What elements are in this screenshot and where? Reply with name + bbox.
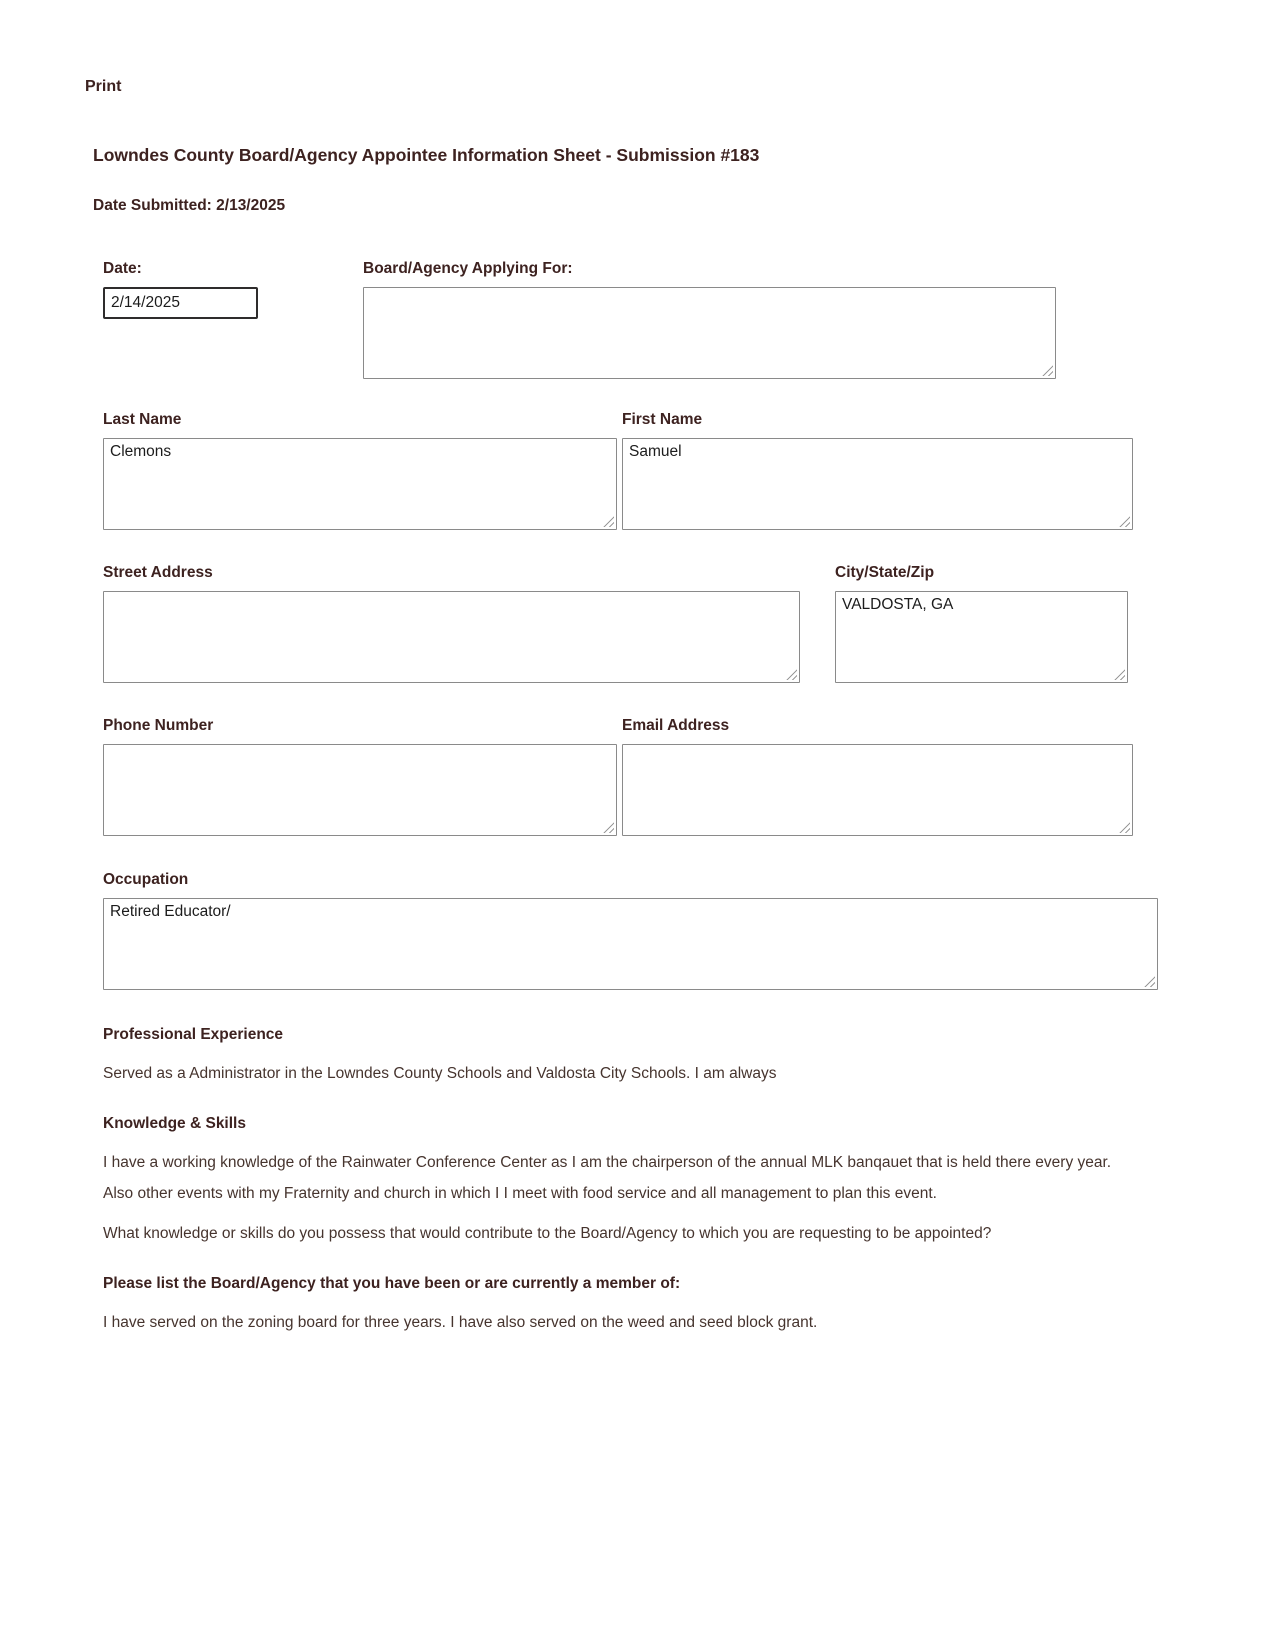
knowledge-skills-text: I have a working knowledge of the Rainwater Conference Center as I am the chairperson of the annual MLK banqauet that is held there every year. Also other events with my Fraternity and church in which I I meet with food service and all management to plan this event. — [103, 1154, 1112, 1202]
row-names — [103, 411, 1165, 535]
knowledge-skills-question-text: What knowledge or skills do you possess that would contribute to the Board/Agency to which you are requesting to be appointed? — [103, 1225, 992, 1242]
row-occupation — [103, 871, 1165, 995]
date-input[interactable] — [103, 287, 258, 319]
row-address — [103, 564, 1165, 688]
street-address-textarea[interactable] — [103, 591, 800, 683]
first-name-label: First Name — [622, 411, 703, 428]
date-submitted: Date Submitted: 2/13/2025 — [93, 197, 286, 214]
email-address-label: Email Address — [622, 717, 730, 734]
board-agency-label: Board/Agency Applying For: — [363, 260, 573, 277]
professional-experience-heading: Professional Experience — [103, 1026, 284, 1043]
date-label: Date: — [103, 260, 142, 277]
row-date-board — [103, 260, 1165, 384]
street-address-label: Street Address — [103, 564, 213, 581]
board-agency-textarea[interactable] — [363, 287, 1056, 379]
email-address-textarea[interactable] — [622, 744, 1133, 836]
city-state-zip-textarea[interactable] — [835, 591, 1128, 683]
page-title: Lowndes County Board/Agency Appointee Information Sheet - Submission #183 — [93, 145, 760, 165]
row-contact — [103, 717, 1165, 841]
last-name-label: Last Name — [103, 411, 182, 428]
city-state-zip-label: City/State/Zip — [835, 564, 935, 581]
knowledge-skills-heading: Knowledge & Skills — [103, 1115, 246, 1132]
first-name-textarea[interactable] — [622, 438, 1133, 530]
occupation-label: Occupation — [103, 871, 189, 888]
occupation-textarea[interactable] — [103, 898, 1158, 990]
phone-number-textarea[interactable] — [103, 744, 617, 836]
professional-experience-text: Served as a Administrator in the Lowndes County Schools and Valdosta City Schools. I am always — [103, 1065, 777, 1082]
board-membership-heading: Please list the Board/Agency that you have been or are currently a member of: — [103, 1275, 681, 1292]
print-link[interactable]: Print — [85, 78, 122, 95]
last-name-textarea[interactable] — [103, 438, 617, 530]
board-membership-text: I have served on the zoning board for three years. I have also served on the weed and seed block grant. — [103, 1314, 818, 1331]
phone-number-label: Phone Number — [103, 717, 214, 734]
